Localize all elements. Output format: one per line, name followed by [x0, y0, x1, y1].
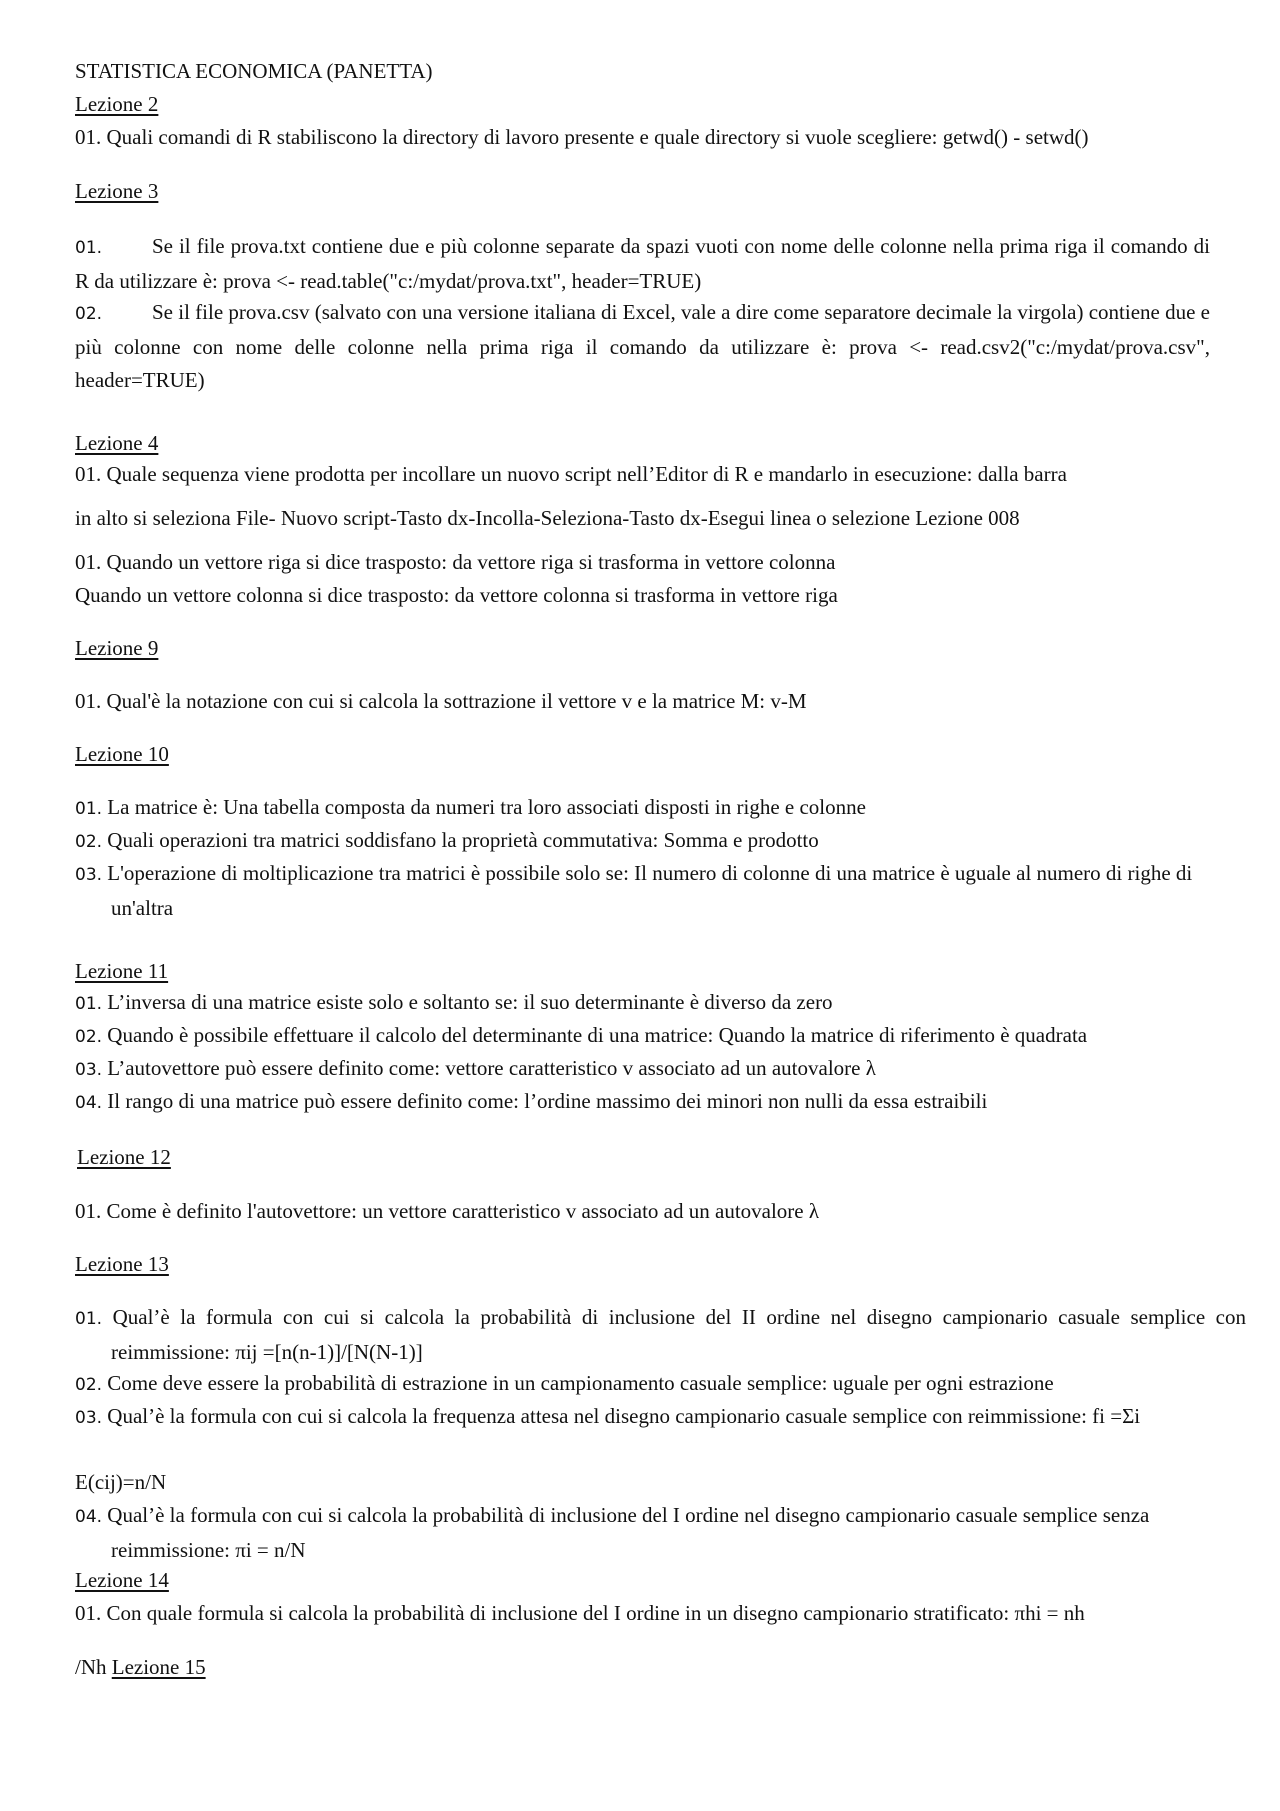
lez3-q2-number: 02. — [75, 304, 103, 324]
lez13-q3 — [75, 1400, 1246, 1435]
lez10-q3-number: 03. — [75, 865, 103, 885]
lez4-q1-line1: 01. Quale sequenza viene prodotta per incollare un nuovo script nell’Editor di R e mandarlo in esecuzione: dalla barra — [75, 462, 1067, 486]
lez10-q3 — [75, 857, 1251, 925]
lez11-q4-text: Il rango di una matrice può essere definito come: l’ordine massimo dei minori non nulli da essa estraibili — [107, 1089, 988, 1113]
lez13-q2-number: 02. — [75, 1375, 103, 1395]
heading-lezione-14: Lezione 14 — [75, 1568, 169, 1592]
lez3-q1-number: 01. — [75, 238, 103, 258]
lez12-q1: 01. Come è definito l'autovettore: un vettore caratteristico v associato ad un autovalore λ — [75, 1199, 820, 1223]
lez11-q2-number: 02. — [75, 1027, 103, 1047]
lez13-q2-text: Come deve essere la probabilità di estrazione in un campionamento casuale semplice: uguale per ogni estrazione — [107, 1371, 1054, 1395]
lez13-q1-text: Qual’è la formula con cui si calcola la probabilità di inclusione del II ordine nel disegno campionario casuale semplice con reimmissione: πij =[n(n-1)]/[N(N-1)] — [111, 1305, 1247, 1364]
lez13-equation: E(cij)=n/N — [75, 1470, 167, 1494]
lez11-q1-number: 01. — [75, 994, 103, 1014]
lez10-q1-text: La matrice è: Una tabella composta da numeri tra loro associati disposti in righe e colonne — [107, 795, 866, 819]
heading-lezione-12: Lezione 12 — [77, 1145, 171, 1169]
lez11-q1 — [75, 986, 833, 1021]
lez3-q1 — [75, 230, 1210, 298]
heading-lezione-13: Lezione 13 — [75, 1252, 169, 1276]
heading-lezione-2: Lezione 2 — [75, 92, 159, 116]
lez2-q1: 01. Quali comandi di R stabiliscono la directory di lavoro presente e quale directory si vuole scegliere: getwd() - setwd() — [75, 125, 1089, 149]
lez13-q3-number: 03. — [75, 1408, 103, 1428]
lez10-q2 — [75, 824, 1246, 859]
lez11-q4-number: 04. — [75, 1093, 103, 1113]
heading-lezione-11: Lezione 11 — [75, 959, 169, 983]
lez10-q2-number: 02. — [75, 832, 103, 852]
lez14-q1-cont-text: /Nh — [75, 1655, 107, 1679]
lez3-q1-text: Se il file prova.txt contiene due e più colonne separate da spazi vuoti con nome delle colonne nella prima riga il comando di R da utilizzare è: prova <- read.table("c:/mydat/prova.txt", header=TRUE) — [75, 234, 1210, 293]
lez3-q2 — [75, 296, 1210, 397]
heading-lezione-9: Lezione 9 — [75, 636, 159, 660]
lez9-q1: 01. Qual'è la notazione con cui si calcola la sottrazione il vettore v e la matrice M: v-M — [75, 689, 807, 713]
heading-lezione-3: Lezione 3 — [75, 179, 159, 203]
lez3-q2-text: Se il file prova.csv (salvato con una versione italiana di Excel, vale a dire come separatore decimale la virgola) contiene due e più colonne con nome delle colonne nella prima riga il comando da utilizzare è: prova <- read.csv2("c:/mydat/prova.csv", header=TRUE) — [75, 300, 1210, 392]
lez13-q1-number: 01. — [75, 1309, 103, 1329]
lez10-q3-text: L'operazione di moltiplicazione tra matrici è possibile solo se: Il numero di colonne di una matrice è uguale al numero di righe di un'altra — [107, 861, 1193, 920]
heading-lezione-10: Lezione 10 — [75, 742, 169, 766]
lez13-q4-number: 04. — [75, 1507, 103, 1527]
lez4-q1-line2: in alto si seleziona File- Nuovo script-Tasto dx-Incolla-Seleziona-Tasto dx-Esegui linea o selezione Lezione 008 — [75, 506, 1020, 530]
lez4-q2-line1: 01. Quando un vettore riga si dice trasposto: da vettore riga si trasforma in vettore colonna — [75, 550, 836, 574]
lez10-q2-text: Quali operazioni tra matrici soddisfano la proprietà commutativa: Somma e prodotto — [107, 828, 819, 852]
lez13-q3-text: Qual’è la formula con cui si calcola la frequenza attesa nel disegno campionario casuale semplice con reimmissione: fi =Σi — [107, 1404, 1141, 1428]
lez10-q1-number: 01. — [75, 799, 103, 819]
lez14-q1: 01. Con quale formula si calcola la probabilità di inclusione del I ordine in un disegno campionario stratificato: πhi = nh — [75, 1601, 1085, 1625]
heading-lezione-4: Lezione 4 — [75, 431, 159, 455]
lez13-q1 — [75, 1301, 1246, 1369]
heading-lezione-15: Lezione 15 — [111, 1655, 206, 1679]
lez14-q1-continuation — [75, 1651, 206, 1684]
lez11-q3-text: L’autovettore può essere definito come: vettore caratteristico v associato ad un autovalore λ — [107, 1056, 876, 1080]
lez11-q4 — [75, 1085, 987, 1120]
lez11-q3-number: 03. — [75, 1060, 103, 1080]
document-title: STATISTICA ECONOMICA (PANETTA) — [75, 59, 433, 83]
lez13-q2 — [75, 1367, 1246, 1402]
lez13-q4-text: Qual’è la formula con cui si calcola la probabilità di inclusione del I ordine nel disegno campionario casuale semplice senza reimmissione: πi = n/N — [107, 1503, 1150, 1562]
lez11-q2 — [75, 1019, 1087, 1054]
lez11-q3 — [75, 1052, 876, 1087]
lez4-q2-line2: Quando un vettore colonna si dice trasposto: da vettore colonna si trasforma in vettore riga — [75, 583, 838, 607]
lez13-q4 — [75, 1499, 1246, 1567]
lez11-q2-text: Quando è possibile effettuare il calcolo del determinante di una matrice: Quando la matrice di riferimento è quadrata — [107, 1023, 1088, 1047]
lez10-q1 — [75, 791, 1246, 826]
lez11-q1-text: L’inversa di una matrice esiste solo e soltanto se: il suo determinante è diverso da zero — [107, 990, 833, 1014]
